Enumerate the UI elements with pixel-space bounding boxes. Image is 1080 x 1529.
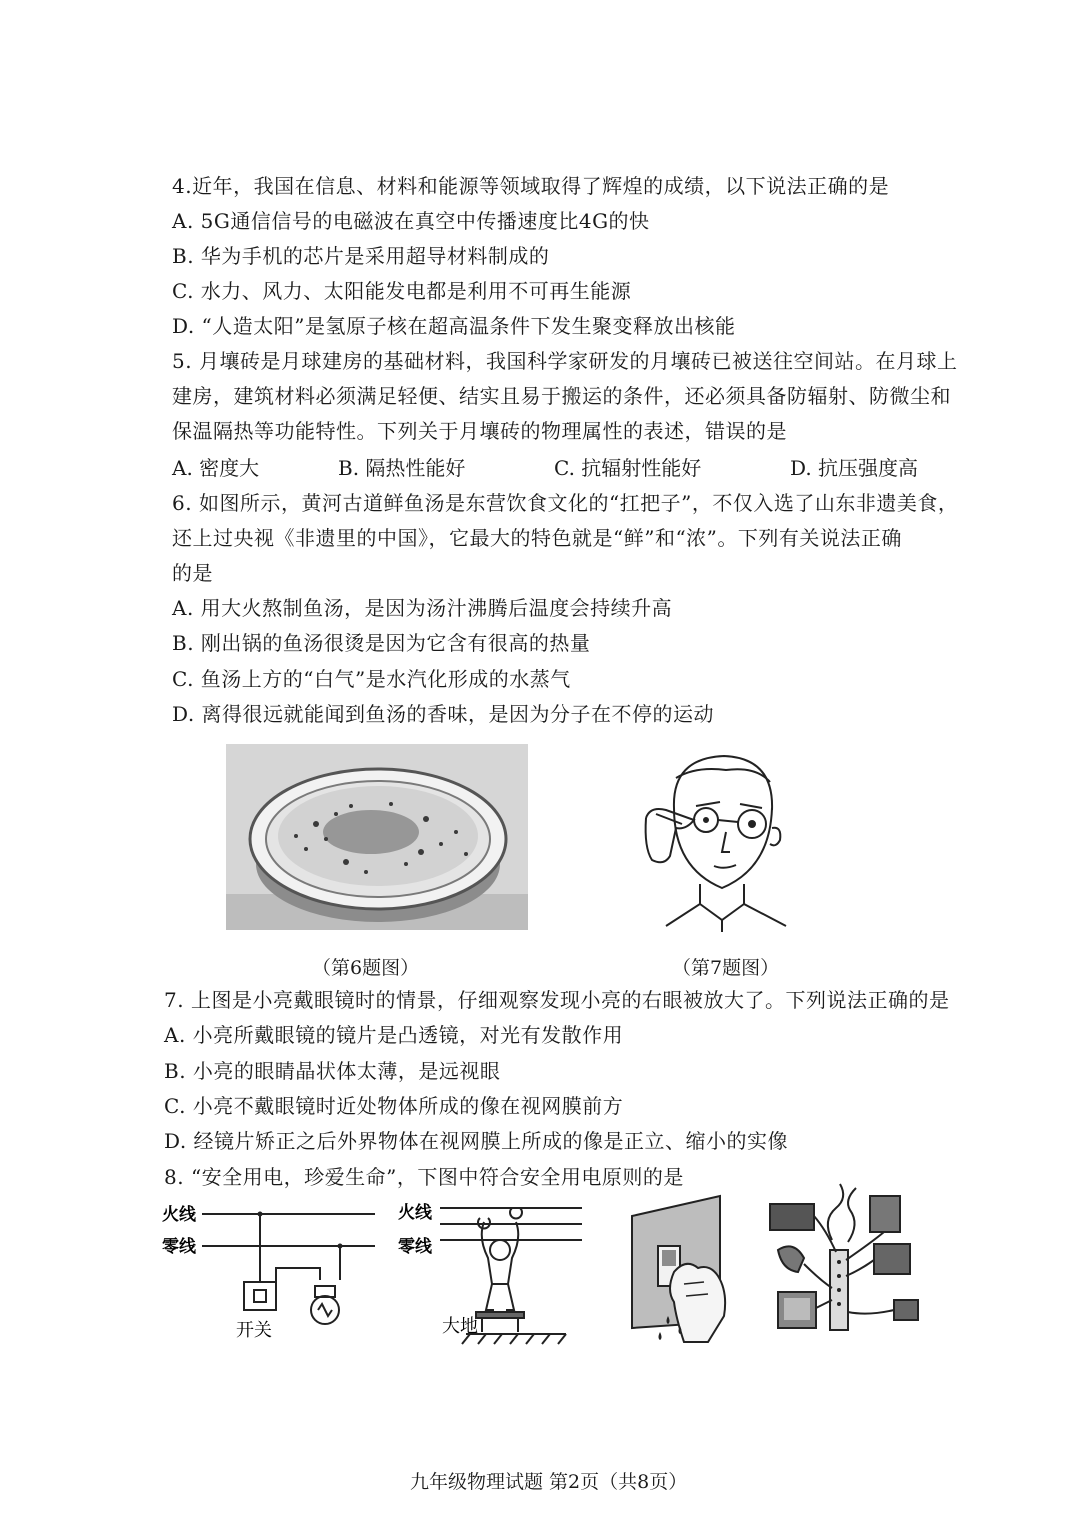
q8b-neutral-label: 零线 [398,1237,432,1257]
q5-stem-line-1: 5. 月壤砖是月球建房的基础材料，我国科学家研发的月壤砖已被送往空间站。在月球上 [172,349,958,373]
q4-stem: 4.近年，我国在信息、材料和能源等领域取得了辉煌的成绩，以下说法正确的是 [172,174,890,198]
q6-option-c: C. 鱼汤上方的“白气”是水汽化形成的水蒸气 [172,667,571,691]
q4-option-b: B. 华为手机的芯片是采用超导材料制成的 [172,244,550,268]
q7-option-c: C. 小亮不戴眼镜时近处物体所成的像在视网膜前方 [164,1094,624,1118]
q8-figure-d-overloaded-outlet [764,1180,924,1350]
fish-soup-photo [226,744,528,930]
q5-option-a: A. 密度大 [172,456,260,480]
fig6-caption: （第6题图） [312,957,420,979]
q7-option-d: D. 经镜片矫正之后外界物体在视网膜上所成的像是正立、缩小的实像 [164,1129,789,1153]
q4-option-c: C. 水力、风力、太阳能发电都是利用不可再生能源 [172,279,632,303]
q8a-neutral-label: 零线 [162,1237,196,1257]
q7-option-a: A. 小亮所戴眼镜的镜片是凸透镜，对光有发散作用 [164,1023,624,1047]
q8-figure-c-wet-hand-switch [624,1192,740,1348]
q8b-ground-label: 大地 [442,1316,478,1337]
q4-option-a: A. 5G通信信号的电磁波在真空中传播速度比4G的快 [172,209,650,233]
q8a-live-label: 火线 [162,1205,196,1225]
q6-stem-line-3: 的是 [172,561,213,585]
q6-option-b: B. 刚出锅的鱼汤很烫是因为它含有很高的热量 [172,631,591,655]
q8a-switch-label: 开关 [236,1320,272,1341]
q6-option-a: A. 用大火熬制鱼汤，是因为汤汁沸腾后温度会持续升高 [172,596,673,620]
q7-stem: 7. 上图是小亮戴眼镜时的情景，仔细观察发现小亮的右眼被放大了。下列说法正确的是 [164,988,950,1012]
q8-figure-a-circuit [160,1200,380,1345]
q8-figure-b-person [396,1198,586,1346]
q7-option-b: B. 小亮的眼睛晶状体太薄，是远视眼 [164,1059,501,1083]
q4-option-d: D. “人造太阳”是氢原子核在超高温条件下发生聚变释放出核能 [172,314,736,338]
q5-options [0,455,1080,483]
q5-stem-line-3: 保温隔热等功能特性。下列关于月壤砖的物理属性的表述，错误的是 [172,419,787,443]
q5-option-d: D. 抗压强度高 [790,456,919,480]
q5-option-c: C. 抗辐射性能好 [554,456,702,480]
q8-stem: 8. “安全用电，珍爱生命”，下图中符合安全用电原则的是 [164,1165,684,1189]
q5-stem-line-2: 建房，建筑材料必须满足轻便、结实且易于搬运的条件，还必须具备防辐射、防微尘和 [172,384,951,408]
fig7-caption: （第7题图） [672,957,780,979]
boy-glasses-figure [636,748,802,932]
q5-option-b: B. 隔热性能好 [338,456,466,480]
page-footer: 九年级物理试题 第2页（共8页） [410,1471,688,1493]
q6-stem-line-1: 6. 如图所示，黄河古道鲜鱼汤是东营饮食文化的“扛把子”，不仅入选了山东非遗美食， [172,491,959,515]
q8b-live-label: 火线 [398,1203,432,1223]
q6-stem-line-2: 还上过央视《非遗里的中国》，它最大的特色就是“鲜”和“浓”。下列有关说法正确 [172,526,902,550]
q6-option-d: D. 离得很远就能闻到鱼汤的香味，是因为分子在不停的运动 [172,702,715,726]
